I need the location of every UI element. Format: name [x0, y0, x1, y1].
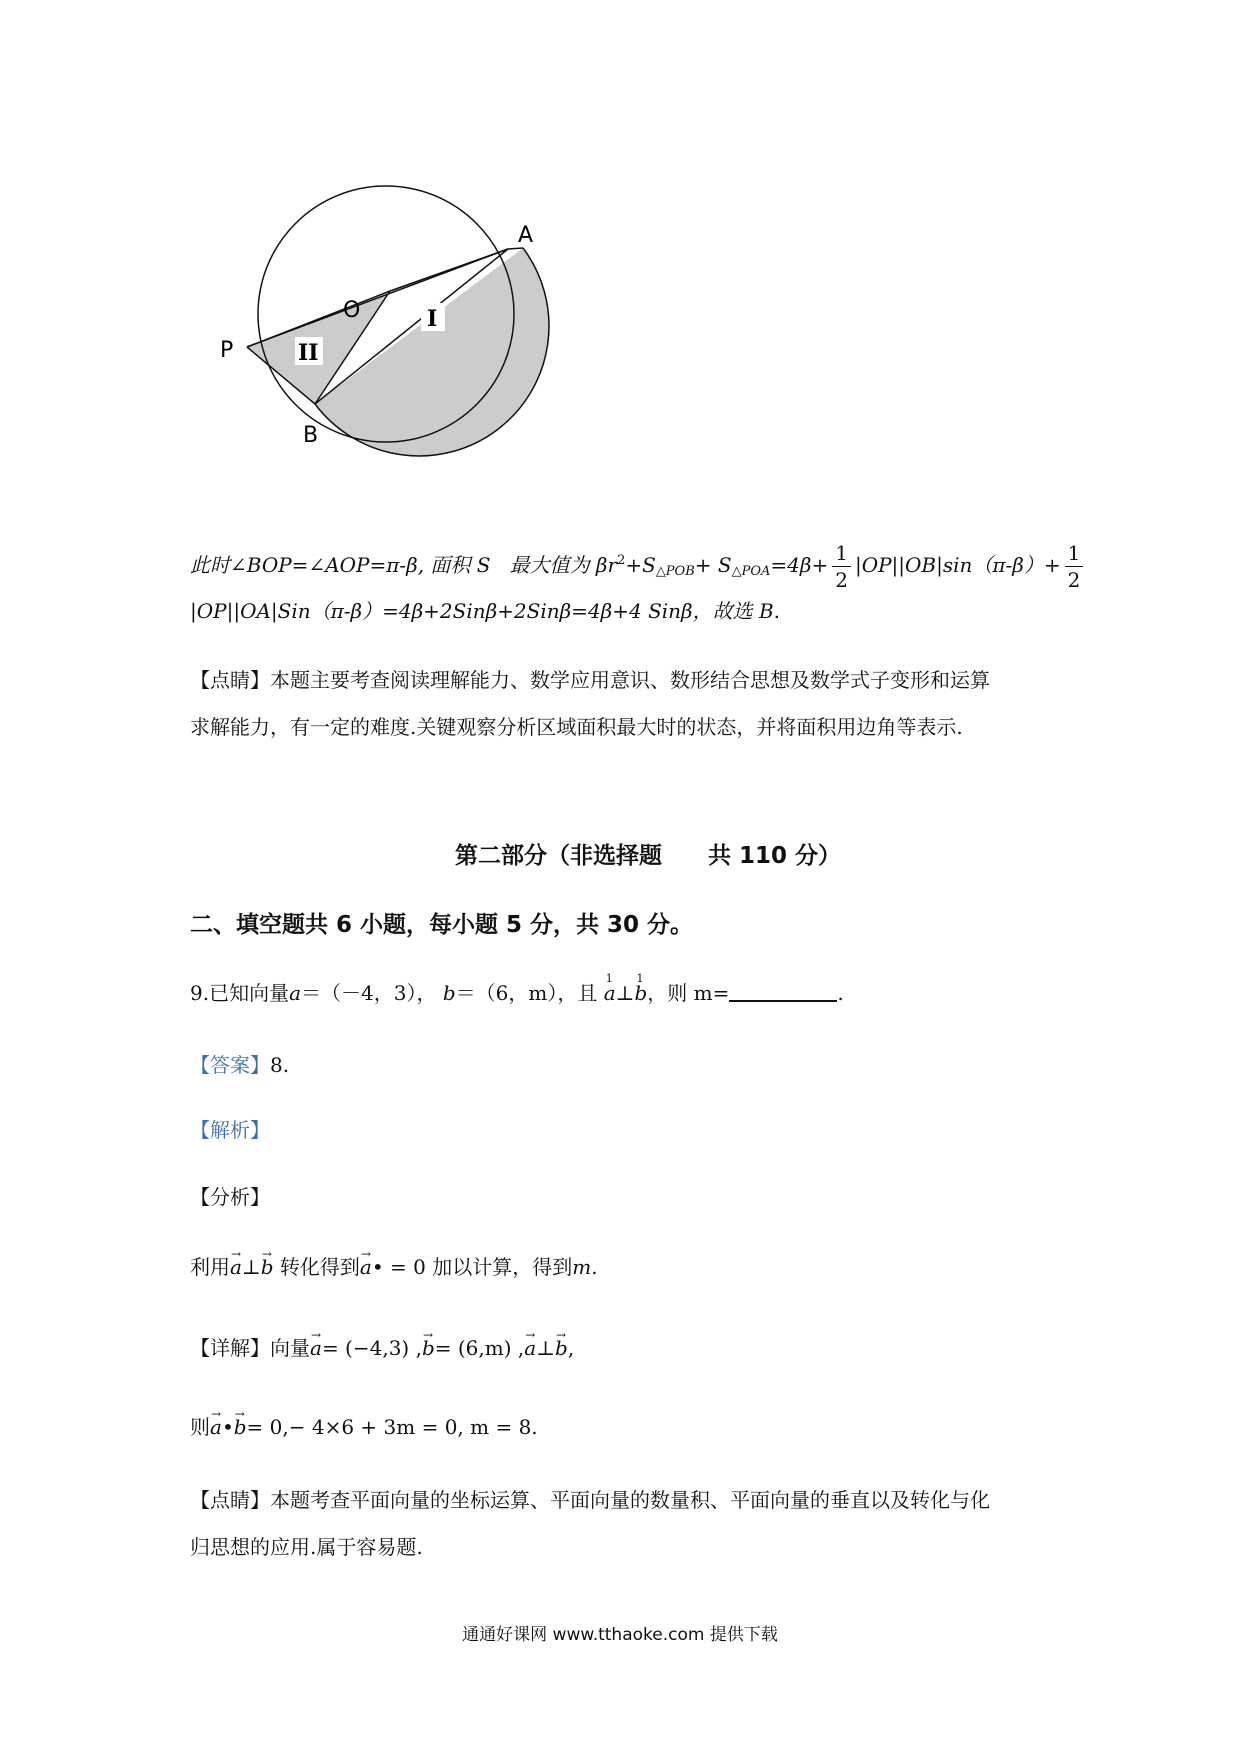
vector-a-perp: 1 a — [604, 978, 616, 1008]
label-O: O — [343, 298, 361, 323]
detail-vec-a: → a — [310, 1333, 322, 1363]
subscript-pob: △POB — [655, 564, 695, 579]
fenxi-line — [190, 1252, 598, 1282]
fenxi-t2: 转化得到 — [279, 1255, 360, 1279]
comment-tag: 【点睛】 — [190, 668, 270, 692]
answer-line — [190, 1050, 289, 1080]
label-P: P — [220, 338, 234, 363]
vector-a: a — [289, 981, 302, 1005]
fenxi-t3: 加以计算，得到 — [432, 1255, 573, 1279]
vec-a: → a — [230, 1252, 242, 1282]
vector-b-value: ＝（6，m），且 — [455, 981, 598, 1005]
vector-b-perp: 1 b — [634, 978, 647, 1008]
fenxi-t1: 利用 — [190, 1255, 230, 1279]
detail-tag: 【详解】 — [190, 1336, 270, 1360]
vector-a-value: ＝（－4，3）， — [301, 981, 437, 1005]
fenxi-tag: 【分析】 — [190, 1185, 270, 1209]
detail-vec-a2: → a — [524, 1333, 536, 1363]
solution-line-1 — [190, 540, 1087, 593]
comment-1-line-1 — [190, 665, 990, 695]
solution-text: 此时∠BOP=∠AOP=π-β, 面积 S — [190, 553, 491, 577]
vec-a-2: → a — [360, 1252, 372, 1282]
footer: 通通好课网 www.tthaoke.com 提供下载 — [462, 1625, 778, 1645]
q9-suffix: ，则 m= — [647, 981, 730, 1005]
geometry-figure — [200, 150, 560, 500]
part-two-title: 第二部分（非选择题 共 110 分） — [455, 843, 842, 869]
calc-vec-b: → b — [234, 1412, 247, 1442]
perp-symbol: ⊥ — [615, 981, 635, 1005]
label-I: I — [427, 306, 438, 332]
dot-eq: • = 0 — [371, 1255, 426, 1279]
solution-line-2: |OP||OA|Sin（π-β）=4β+2Sinβ+2Sinβ=4β+4 Sinβ，故选 B. — [190, 599, 781, 623]
q9-end: . — [837, 981, 844, 1005]
vector-b: b — [442, 981, 456, 1005]
answer-value: 8. — [270, 1053, 290, 1077]
calc-eq: = 0,− 4×6 + 3m = 0, m = 8. — [246, 1415, 538, 1439]
fenxi-end: . — [591, 1255, 598, 1279]
fraction-half-2: $\frac{1}{2}$ — [1065, 540, 1084, 593]
label-B: B — [303, 423, 319, 448]
comment-2-line-1 — [190, 1485, 990, 1515]
vec-b: → b — [261, 1252, 274, 1282]
answer-blank[interactable] — [729, 982, 837, 1002]
comment-2-line-2: 归思想的应用.属于容易题. — [190, 1535, 423, 1559]
calc-vec-a: → a — [210, 1412, 222, 1442]
label-A: A — [518, 223, 534, 248]
fraction-half: $\frac{1}{2}$ — [832, 540, 851, 593]
comment-2-tag: 【点睛】 — [190, 1488, 270, 1512]
perp: ⊥ — [241, 1255, 261, 1279]
calc-line: 则→ a•→ b= 0,− 4×6 + 3m = 0, m = 8. — [190, 1412, 538, 1442]
sin-term: |OP||OB|sin（π-β）+ — [854, 553, 1061, 577]
comment-1-line-2: 求解能力，有一定的难度.关键观察分析区域面积最大时的状态，并将面积用边角等表示. — [190, 715, 963, 739]
section-title: 二、填空题共 6 小题，每小题 5 分，共 30 分。 — [190, 912, 694, 938]
detail-b-eq: = (6,m) — [434, 1336, 512, 1360]
subscript-poa: △POA — [731, 564, 771, 579]
comment-text: 本题主要考查阅读理解能力、数学应用意识、数形结合思想及数学式子变形和运算 — [270, 668, 990, 692]
detail-vec-b: → b — [422, 1333, 435, 1363]
question-9 — [190, 978, 844, 1008]
fenxi-m: m — [572, 1255, 592, 1279]
detail-vec-b2: → b — [555, 1333, 568, 1363]
label-II: II — [298, 340, 319, 366]
detail-perp: ⊥ — [536, 1336, 556, 1360]
equals-term: =4β+ — [770, 553, 829, 577]
q9-prefix: 9.已知向量 — [190, 981, 290, 1005]
detail-end: , — [567, 1336, 575, 1360]
solution-max: 最大值为 βr — [509, 553, 618, 577]
comment-2-text: 本题考查平面向量的坐标运算、平面向量的数量积、平面向量的垂直以及转化与化 — [270, 1488, 990, 1512]
detail-line: 【详解】向量→ a= (−4,3) ,→ b= (6,m) ,→ a⊥→ b, — [190, 1333, 574, 1363]
detail-a-eq: = (−4,3) — [321, 1336, 410, 1360]
analysis-tag: 【解析】 — [190, 1118, 270, 1142]
detail-t1: 向量 — [270, 1336, 310, 1360]
calc-t1: 则 — [190, 1415, 210, 1439]
answer-tag: 【答案】 — [190, 1053, 270, 1077]
superscript-2: 2 — [617, 553, 626, 568]
term-s: +S — [625, 553, 656, 577]
term-s2: + S — [694, 553, 732, 577]
